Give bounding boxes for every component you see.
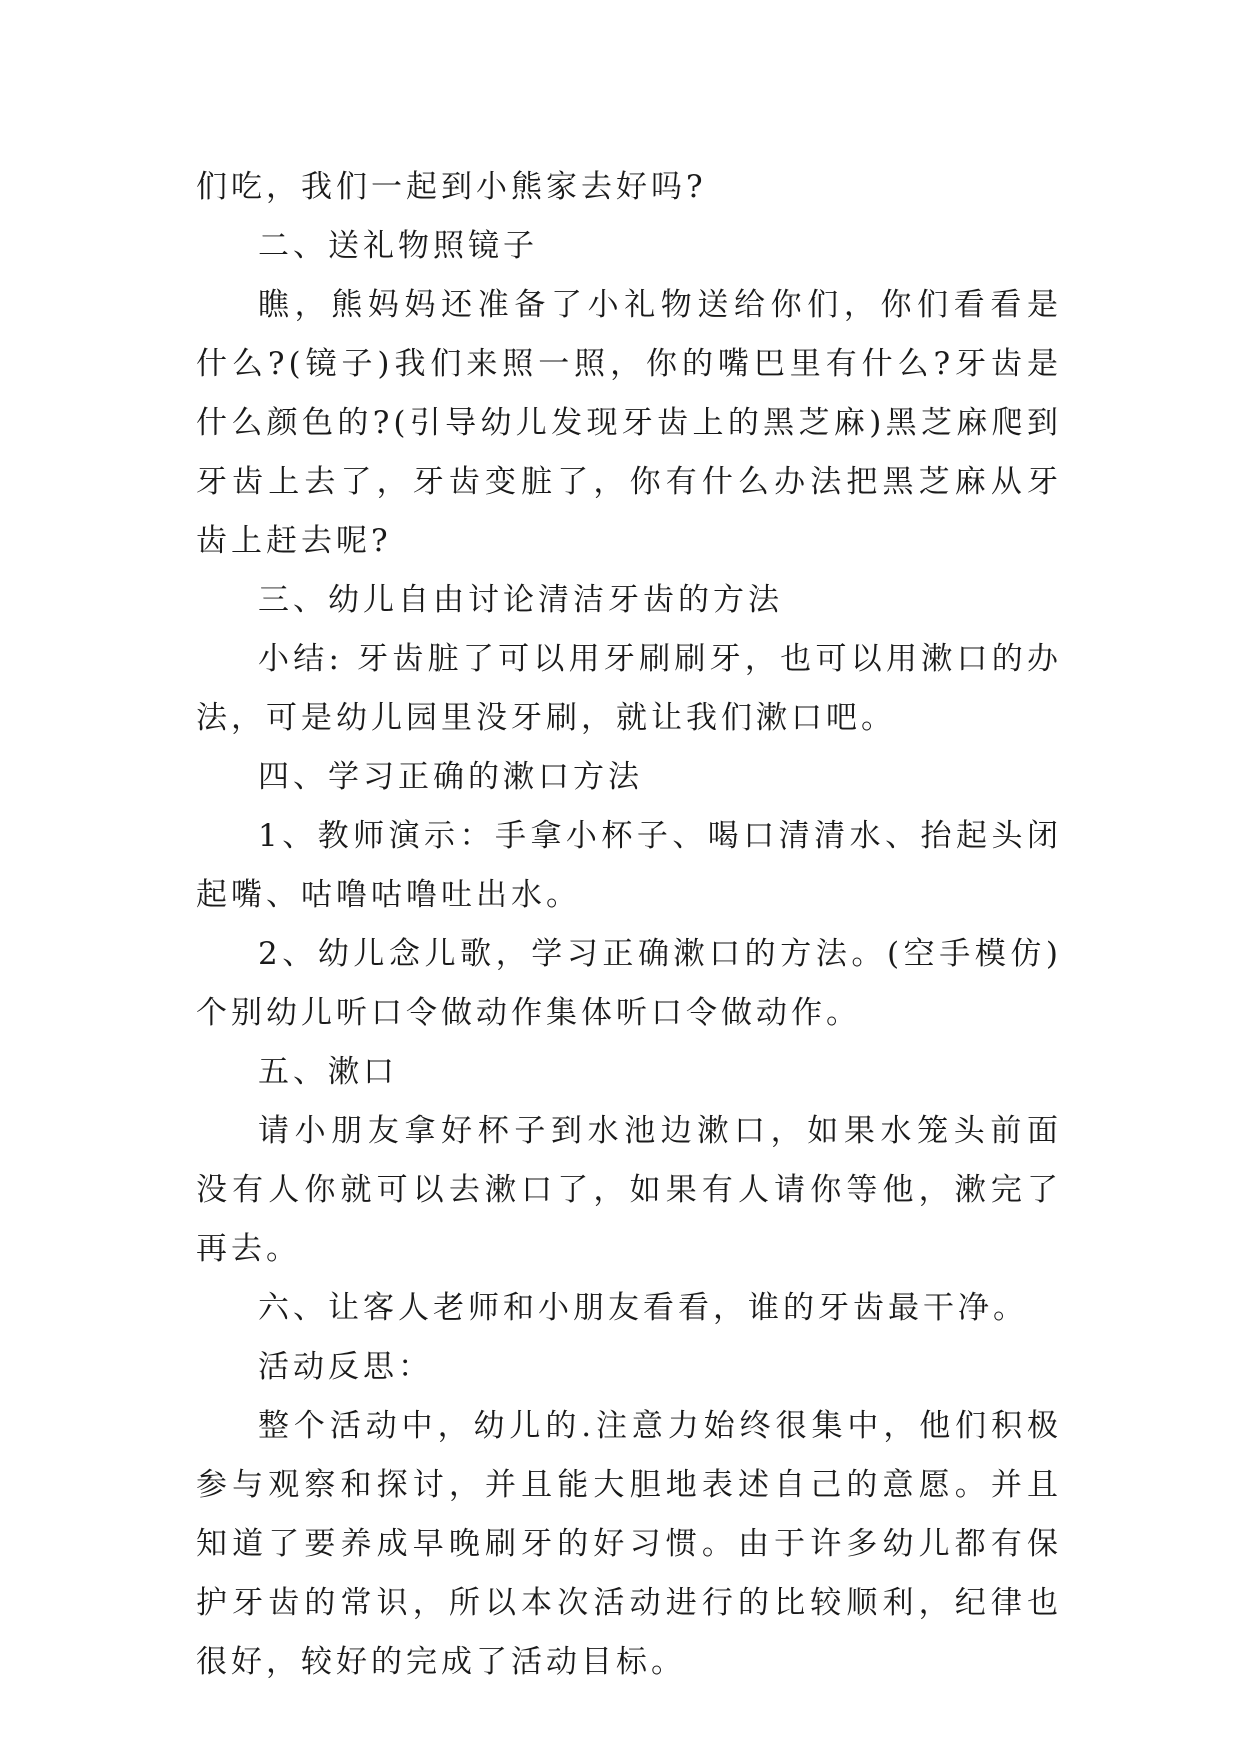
paragraph-step-1: 1、教师演示：手拿小杯子、喝口清清水、抬起头闭起嘴、咕噜咕噜吐出水。 [196, 818, 1062, 913]
paragraph-rinse-instructions: 请小朋友拿好杯子到水池边漱口，如果水笼头前面没有人你就可以去漱口了，如果有人请你等他，漱完了再去。 [196, 1113, 1062, 1267]
reflection-heading: 活动反思： [258, 1349, 433, 1385]
document-body [196, 158, 1062, 1692]
section-heading-3: 三、幼儿自由讨论清洁牙齿的方法 [258, 582, 783, 618]
section-heading-2: 二、送礼物照镜子 [258, 228, 538, 264]
paragraph-reflection: 整个活动中，幼儿的.注意力始终很集中，他们积极参与观察和探讨，并且能大胆地表述自己的意愿。并且知道了要养成早晚刷牙的好习惯。由于许多幼儿都有保护牙齿的常识，所以本次活动进行的比较顺利，纪律也很好，较好的完成了活动目标。 [196, 1408, 1062, 1680]
paragraph-summary: 小结: 牙齿脏了可以用牙刷刷牙，也可以用漱口的办法，可是幼儿园里没牙刷，就让我们漱口吧。 [196, 641, 1062, 736]
paragraph-step-2: 2、幼儿念儿歌，学习正确漱口的方法。(空手模仿)个别幼儿听口令做动作集体听口令做动作。 [196, 936, 1062, 1031]
section-heading-5: 五、漱口 [258, 1054, 398, 1090]
section-heading-6: 六、让客人老师和小朋友看看，谁的牙齿最干净。 [258, 1290, 1028, 1326]
paragraph-continuation: 们吃，我们一起到小熊家去好吗? [196, 169, 707, 205]
paragraph-mirror-activity: 瞧，熊妈妈还准备了小礼物送给你们，你们看看是什么?(镜子)我们来照一照，你的嘴巴里有什么?牙齿是什么颜色的?(引导幼儿发现牙齿上的黑芝麻)黑芝麻爬到牙齿上去了，牙齿变脏了，你有什么办法把黑芝麻从牙齿上赶去呢? [196, 287, 1062, 559]
section-heading-4: 四、学习正确的漱口方法 [258, 759, 643, 795]
